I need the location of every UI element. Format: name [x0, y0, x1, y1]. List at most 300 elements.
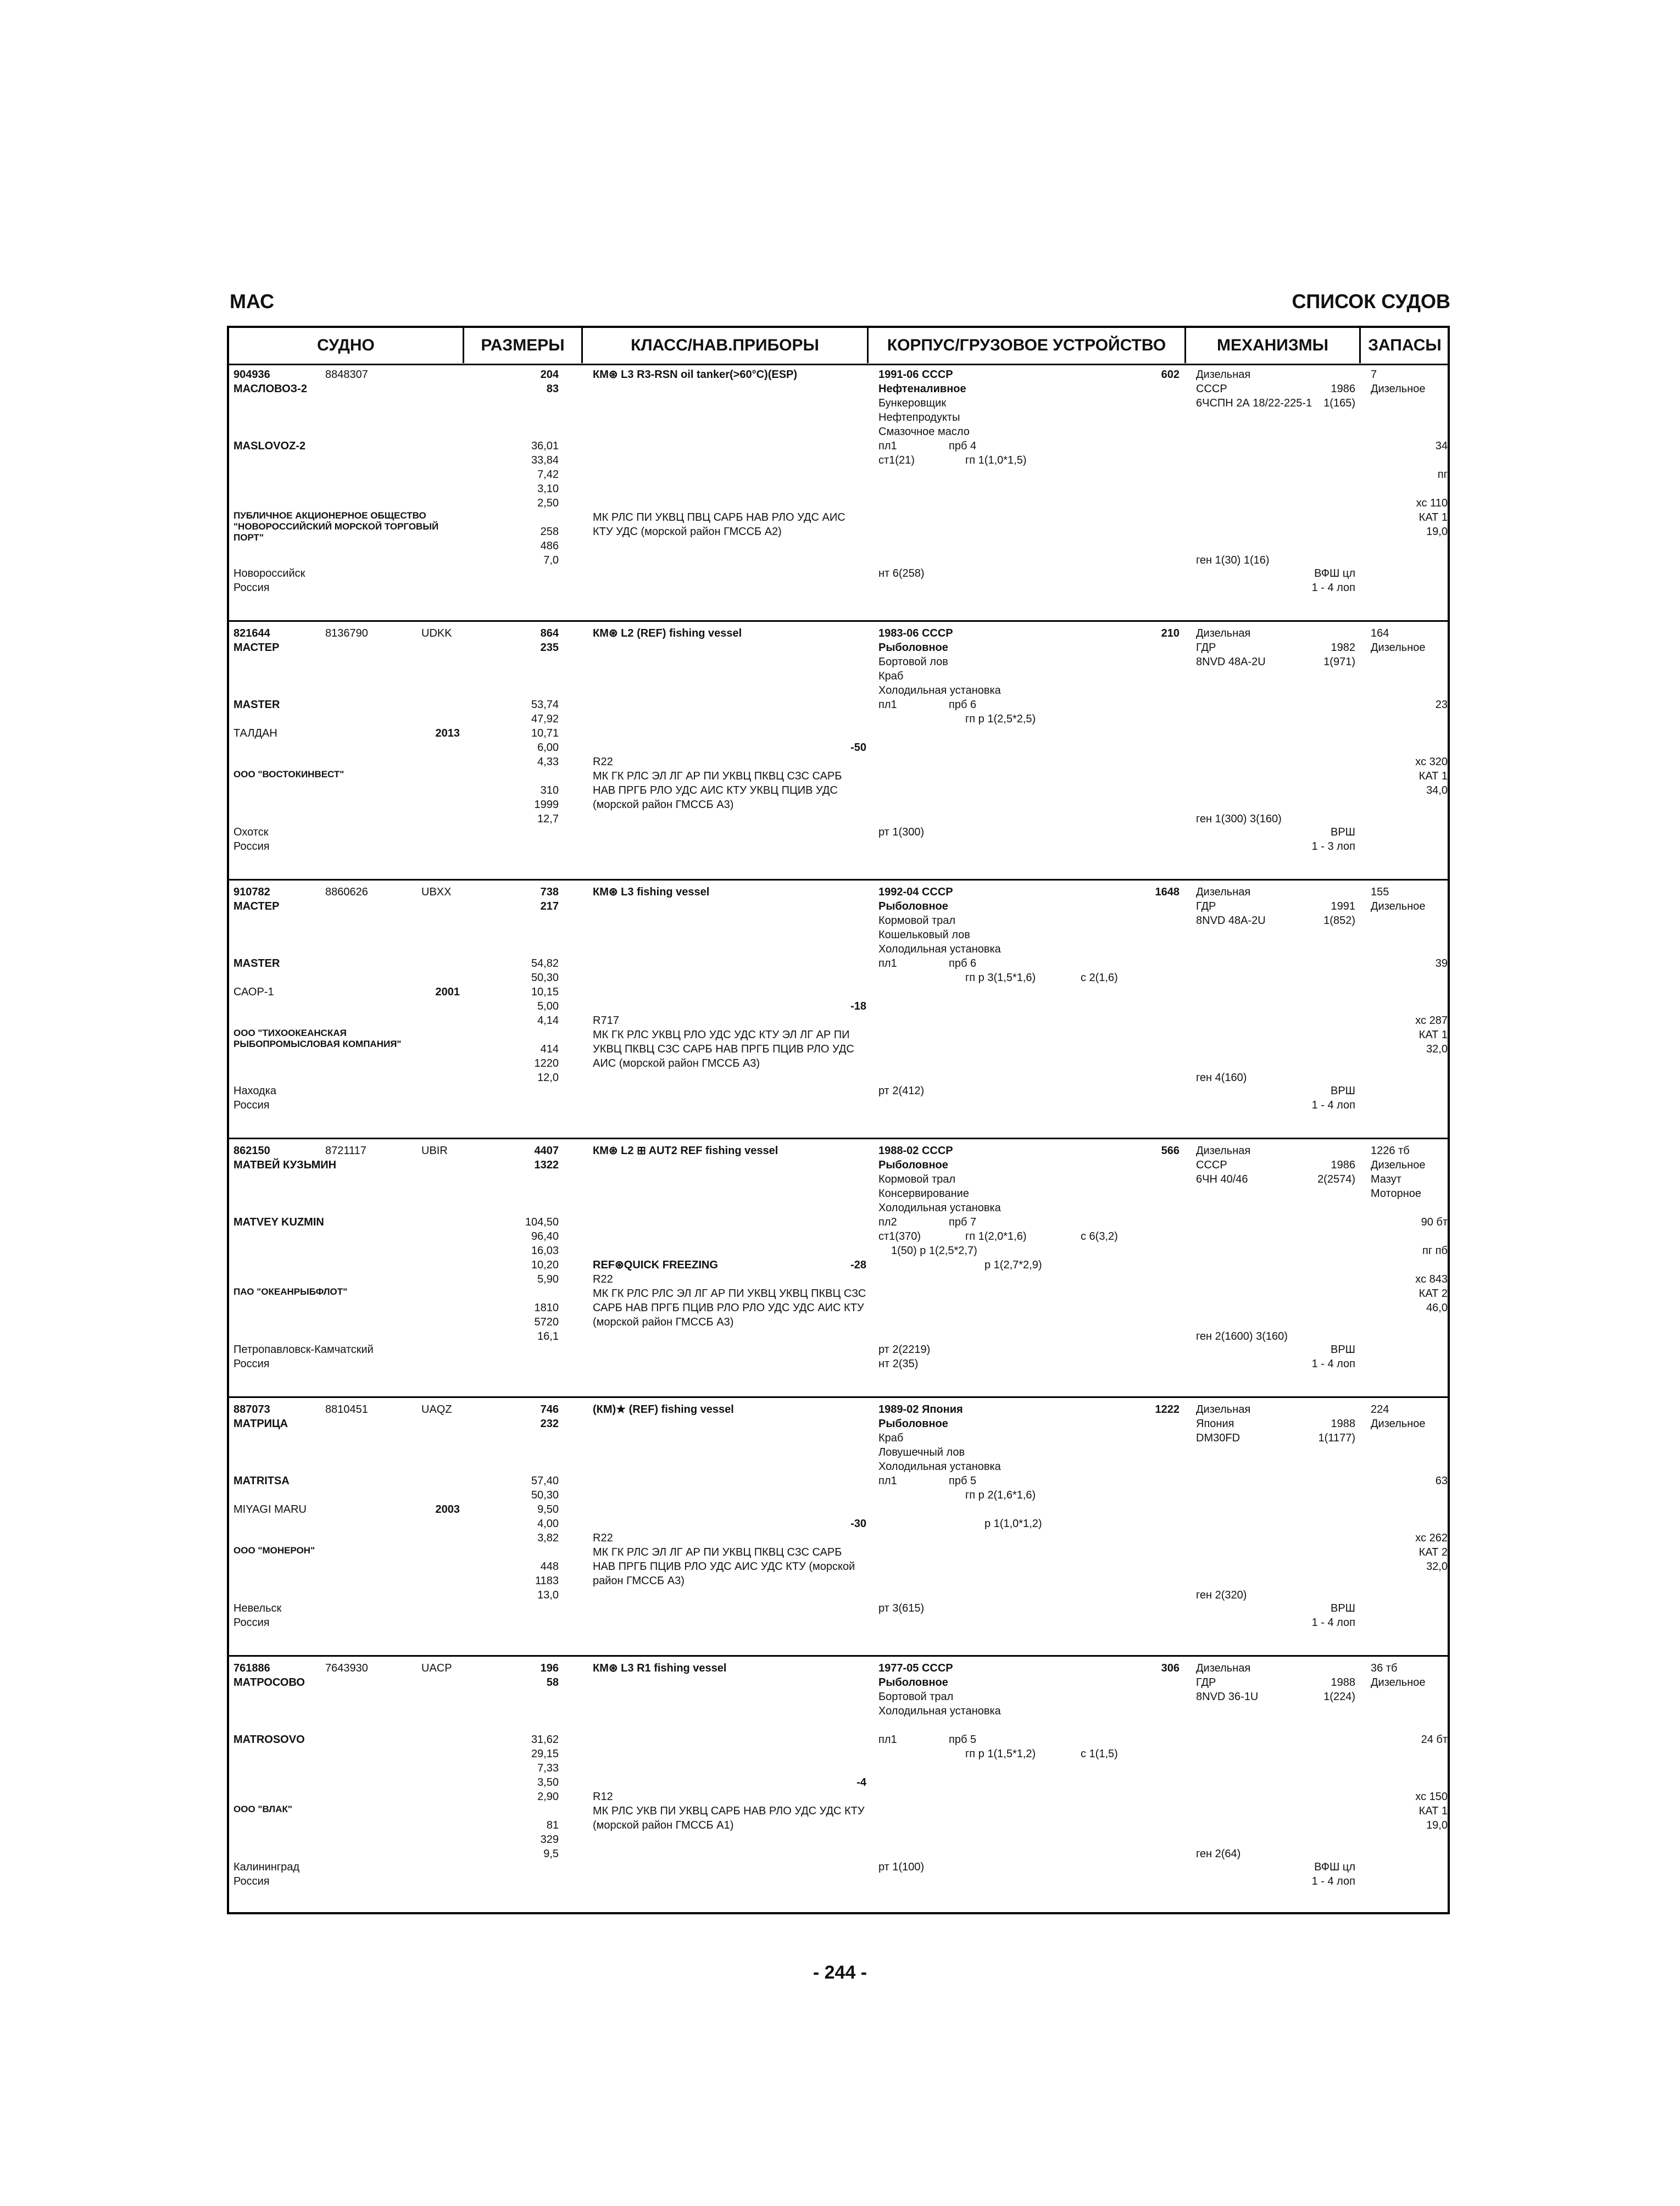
- field-hull-head: 1983-06 СССР: [878, 627, 953, 639]
- field-dims-w1: 258: [540, 526, 559, 538]
- field-dims-d1: 36,01: [531, 440, 559, 452]
- field-dims-nt: 235: [540, 642, 559, 654]
- field-hull-lines-0: Кормовой трал: [878, 915, 956, 927]
- field-stock2: Дизельное: [1371, 1159, 1426, 1171]
- field-eng-year: 1988: [1331, 1676, 1355, 1689]
- field-country: Россия: [233, 1099, 270, 1111]
- field-eng-type: Дизельная: [1196, 1145, 1251, 1157]
- field-country: Россия: [233, 1617, 270, 1629]
- field-sp: 46,0: [1426, 1302, 1448, 1314]
- field-eng-country: СССР: [1196, 383, 1227, 395]
- field-stock2: Дизельное: [1371, 642, 1426, 654]
- field-region: R12: [593, 1791, 613, 1803]
- field-call: UBIR: [421, 1145, 448, 1157]
- field-dims-d3: 10,15: [531, 986, 559, 998]
- col-dims: РАЗМЕРЫ: [464, 328, 583, 363]
- field-dims-d4: 3,10: [537, 483, 559, 495]
- field-stock1: 164: [1371, 627, 1389, 639]
- col-engines: МЕХАНИЗМЫ: [1186, 328, 1361, 363]
- field-stock1: 224: [1371, 1403, 1389, 1416]
- field-cls: КМ⊛ L2 (REF) fishing vessel: [593, 627, 742, 639]
- field-dims-d3: 7,42: [537, 469, 559, 481]
- field-eng-country: Япония: [1196, 1418, 1234, 1430]
- field-dims-w2: 486: [540, 540, 559, 552]
- field-stock2: Дизельное: [1371, 383, 1426, 395]
- field-hull-bot1: рт 1(100): [878, 1861, 925, 1873]
- col-hull: КОРПУС/ГРУЗОВОЕ УСТРОЙСТВО: [869, 328, 1186, 363]
- field-hull-lines-0: Бортовой лов: [878, 656, 948, 668]
- field-hull-lines-1: Кошельковый лов: [878, 929, 970, 941]
- field-reg: 904936: [233, 369, 270, 381]
- field-prop: ВРШ: [1330, 826, 1355, 838]
- field-dims-d3: 7,33: [537, 1762, 559, 1774]
- field-kat: КАТ 2: [1418, 1288, 1448, 1300]
- field-kat: КАТ 1: [1418, 1805, 1448, 1817]
- field-eng-type: Дизельная: [1196, 369, 1251, 381]
- field-eng-power: 1(852): [1323, 915, 1355, 927]
- field-reg: 887073: [233, 1403, 270, 1416]
- field-eng-type: Дизельная: [1196, 1403, 1251, 1416]
- field-hold-e: с 6(3,2): [1081, 1230, 1118, 1243]
- field-hold-f: 1(50) р 1(2,5*2,7): [891, 1245, 977, 1257]
- field-country: Россия: [233, 1358, 270, 1370]
- field-dims-w2: 329: [540, 1834, 559, 1846]
- field-stock5: пг: [1437, 469, 1448, 481]
- field-region: R22: [593, 1532, 613, 1544]
- field-cls: КМ⊛ L3 R1 fishing vessel: [593, 1662, 727, 1674]
- field-former: ТАЛДАН: [233, 727, 277, 739]
- field-dims-gt: 738: [540, 886, 559, 898]
- field-name-lat: MASTER: [233, 957, 280, 970]
- field-port: Невельск: [233, 1602, 282, 1614]
- field-hull-lines-2: Холодильная установка: [878, 943, 1001, 955]
- field-country: Россия: [233, 1875, 270, 1887]
- field-dims-w3: 12,7: [537, 813, 559, 825]
- field-dims-d2: 33,84: [531, 454, 559, 466]
- field-reg: 862150: [233, 1145, 270, 1157]
- field-stock4: 39: [1435, 957, 1448, 970]
- field-stock1: 36 тб: [1371, 1662, 1398, 1674]
- field-eng-model: 8NVD 48A-2U: [1196, 915, 1266, 927]
- field-hull-lines-1: Нефтепродукты: [878, 411, 960, 424]
- field-stock4: 24 бт: [1421, 1734, 1448, 1746]
- field-reg: 761886: [233, 1662, 270, 1674]
- field-dims-w3: 7,0: [543, 554, 559, 566]
- field-name-lat: MATVEY KUZMIN: [233, 1216, 324, 1228]
- field-hull-head: 1991-06 СССР: [878, 369, 953, 381]
- field-hull-lines-1: Холодильная установка: [878, 1705, 1001, 1717]
- page-number: - 244 -: [813, 1962, 867, 1983]
- field-dims-d2: 96,40: [531, 1230, 559, 1243]
- ship-record: [229, 622, 1448, 881]
- field-hull-bot2: нт 2(35): [878, 1358, 919, 1370]
- field-eng-power: 2(2574): [1317, 1173, 1355, 1185]
- field-stock4: 34: [1435, 440, 1448, 452]
- ship-table: [227, 326, 1450, 1914]
- field-nav-equipment: МК ГК РЛС УКВЦ РЛО УДС УДС КТУ ЭЛ ЛГ АР ПИ УКВЦ ПКВЦ СЗС САРБ НАВ ПРГБ ПЦИВ РЛО УДС АИС (морской район ГМССБ А3): [593, 1029, 854, 1069]
- field-nav-equipment: МК ГК РЛС ЭЛ ЛГ АР ПИ УКВЦ ПКВЦ СЗС САРБ НАВ ПРГБ РЛО УДС АИС КТУ УКВЦ ПЦИВ УДС (морской район ГМССБ А3): [593, 770, 842, 811]
- field-owner: ПУБЛИЧНОЕ АКЦИОНЕРНОЕ ОБЩЕСТВО "НОВОРОССИЙСКИЙ МОРСКОЙ ТОРГОВЫЙ ПОРТ": [233, 510, 439, 543]
- field-hull-bot1: рт 3(615): [878, 1602, 925, 1614]
- field-eng-power: 1(971): [1323, 656, 1355, 668]
- field-stock5: пг пб: [1422, 1245, 1448, 1257]
- field-former: САОР-1: [233, 986, 274, 998]
- field-hold-d: гп 1(2,0*1,6): [965, 1230, 1027, 1243]
- field-cls-extra: REF⊛QUICK FREEZING: [593, 1259, 718, 1271]
- field-dims-w2: 1999: [534, 799, 559, 811]
- field-prop: ВФШ цл: [1314, 567, 1355, 580]
- field-hull-head: 1992-04 СССР: [878, 886, 953, 898]
- field-owner: ООО "ВОСТОКИНВЕСТ": [233, 769, 344, 779]
- field-imo: 8848307: [325, 369, 368, 381]
- field-sp: 19,0: [1426, 1819, 1448, 1831]
- field-hull-lines-0: Бункеровщик: [878, 397, 947, 409]
- field-hull-type: Рыболовное: [878, 642, 948, 654]
- field-hold-d: гп 1(1,0*1,5): [965, 454, 1027, 466]
- field-dims-nt: 1322: [534, 1159, 559, 1171]
- field-dims-w2: 5720: [534, 1316, 559, 1328]
- field-dims-w3: 12,0: [537, 1072, 559, 1084]
- field-hold-g: р 1(2,7*2,9): [984, 1259, 1042, 1271]
- field-dims-d3: 16,03: [531, 1245, 559, 1257]
- field-dims-d3: 9,50: [537, 1503, 559, 1516]
- field-hull-type: Рыболовное: [878, 1676, 948, 1689]
- field-blades: 1 - 3 лоп: [1311, 840, 1355, 853]
- field-hold-b: прб 4: [949, 440, 977, 452]
- field-hull-bot1: рт 1(300): [878, 826, 925, 838]
- field-eng-year: 1988: [1331, 1418, 1355, 1430]
- field-hold-a: пл1: [878, 1475, 897, 1487]
- field-hold-a: пл1: [878, 699, 897, 711]
- field-dims-w2: 1220: [534, 1057, 559, 1069]
- field-blades: 1 - 4 лоп: [1311, 582, 1355, 594]
- field-xc: хс 262: [1415, 1532, 1448, 1544]
- field-sp: 19,0: [1426, 526, 1448, 538]
- field-dims-d5: 2,50: [537, 497, 559, 509]
- field-name: МАТРИЦА: [233, 1418, 288, 1430]
- field-xc: хс 843: [1415, 1273, 1448, 1285]
- field-name-lat: MATROSOVO: [233, 1734, 305, 1746]
- field-owner: ООО "ТИХООКЕАНСКАЯ РЫБОПРОМЫСЛОВАЯ КОМПАНИЯ": [233, 1028, 402, 1049]
- field-eng-model: 8NVD 36-1U: [1196, 1691, 1259, 1703]
- field-nav-equipment: МК РЛС ПИ УКВЦ ПВЦ САРБ НАВ РЛО УДС АИС КТУ УДС (морской район ГМССБ А2): [593, 511, 845, 538]
- field-dims-nt: 58: [546, 1676, 559, 1689]
- field-eng-type: Дизельная: [1196, 1662, 1251, 1674]
- field-hold-d: гп р 1(2,5*2,5): [965, 713, 1036, 725]
- field-blades: 1 - 4 лоп: [1311, 1099, 1355, 1111]
- field-hull-lines-2: Смазочное масло: [878, 426, 970, 438]
- field-eng-model: 6ЧН 40/46: [1196, 1173, 1248, 1185]
- field-dims-w3: 13,0: [537, 1589, 559, 1601]
- field-hull-lines-0: Бортовой трал: [878, 1691, 954, 1703]
- field-dims-d5: 3,82: [537, 1532, 559, 1544]
- field-hold-d: гп р 2(1,6*1,6): [965, 1489, 1036, 1501]
- field-dims-d2: 50,30: [531, 1489, 559, 1501]
- field-cls-extra-val: -30: [850, 1518, 866, 1530]
- field-former-year: 2003: [435, 1503, 460, 1516]
- field-dims-gt: 864: [540, 627, 559, 639]
- field-hold-b: прб 5: [949, 1475, 977, 1487]
- field-nav-equipment: МК ГК РЛС ЭЛ ЛГ АР ПИ УКВЦ ПКВЦ СЗС САРБ НАВ ПРГБ ПЦИВ РЛО УДС АИС УДС КТУ (морской район ГМССБ А3): [593, 1546, 855, 1587]
- header-left: МАС: [230, 290, 275, 313]
- field-former: MIYAGI MARU: [233, 1503, 307, 1516]
- ship-record: [229, 881, 1448, 1139]
- field-hold-a: пл1: [878, 1734, 897, 1746]
- field-prop: ВФШ цл: [1314, 1861, 1355, 1873]
- field-dims-d5: 4,14: [537, 1015, 559, 1027]
- field-eng-model: 8NVD 48A-2U: [1196, 656, 1266, 668]
- field-hold-e: с 1(1,5): [1081, 1748, 1118, 1760]
- field-cls: КМ⊛ L2 ⊞ AUT2 REF fishing vessel: [593, 1145, 778, 1157]
- field-hull-head: 1977-05 СССР: [878, 1662, 953, 1674]
- field-sp: 34,0: [1426, 784, 1448, 796]
- field-hold-e: с 2(1,6): [1081, 972, 1118, 984]
- field-cls-extra-val: -28: [850, 1259, 866, 1271]
- field-eng-country: СССР: [1196, 1159, 1227, 1171]
- field-dims-gt: 4407: [534, 1145, 559, 1157]
- field-hull-lines-2: Холодильная установка: [878, 1461, 1001, 1473]
- field-imo: 8860626: [325, 886, 368, 898]
- field-gen: ген 2(64): [1196, 1848, 1241, 1860]
- field-gen: ген 2(1600) 3(160): [1196, 1330, 1288, 1342]
- field-port: Новороссийск: [233, 567, 305, 580]
- field-hull-head: 1988-02 СССР: [878, 1145, 953, 1157]
- field-former-year: 2001: [435, 986, 460, 998]
- col-class: КЛАСС/НАВ.ПРИБОРЫ: [583, 328, 869, 363]
- field-kat: КАТ 2: [1418, 1546, 1448, 1558]
- field-eng-power: 1(224): [1323, 1691, 1355, 1703]
- column-header-row: [229, 328, 1448, 365]
- field-dims-d1: 104,50: [525, 1216, 559, 1228]
- field-hull-type: Рыболовное: [878, 900, 948, 912]
- field-cls-extra-val: -50: [850, 742, 866, 754]
- field-region: R22: [593, 756, 613, 768]
- field-hull-lines-2: Холодильная установка: [878, 684, 1001, 697]
- field-kat: КАТ 1: [1418, 770, 1448, 782]
- field-dims-nt: 232: [540, 1418, 559, 1430]
- field-dims-d5: 4,33: [537, 756, 559, 768]
- field-name: МАТВЕЙ КУЗЬМИН: [233, 1159, 337, 1171]
- field-blades: 1 - 4 лоп: [1311, 1617, 1355, 1629]
- field-region: R717: [593, 1015, 619, 1027]
- field-hold-a: пл1: [878, 440, 897, 452]
- field-dims-d4: 3,50: [537, 1776, 559, 1789]
- field-dims-w1: 81: [546, 1819, 559, 1831]
- field-dims-w1: 414: [540, 1043, 559, 1055]
- field-call: UACP: [421, 1662, 452, 1674]
- field-eng-year: 1986: [1331, 1159, 1355, 1171]
- field-stock4: 63: [1435, 1475, 1448, 1487]
- field-eng-model: 6ЧСПН 2А 18/22-225-1: [1196, 397, 1312, 409]
- field-stock3: Мазут: [1371, 1173, 1401, 1185]
- field-hold-b: прб 6: [949, 699, 977, 711]
- field-cls-extra-val: -4: [856, 1776, 866, 1789]
- field-eng-power: 1(1177): [1318, 1432, 1355, 1444]
- field-stock2: Дизельное: [1371, 1676, 1426, 1689]
- field-eng-type: Дизельная: [1196, 627, 1251, 639]
- field-hull-num: 210: [1161, 627, 1180, 639]
- field-owner: ООО "МОНЕРОН": [233, 1545, 315, 1556]
- header-right: СПИСОК СУДОВ: [1292, 290, 1450, 313]
- field-owner: ООО "ВЛАК": [233, 1804, 292, 1814]
- field-dims-w1: 310: [540, 784, 559, 796]
- field-xc: хс 150: [1415, 1791, 1448, 1803]
- field-hull-lines-1: Консервирование: [878, 1188, 969, 1200]
- field-hull-lines-0: Кормовой трал: [878, 1173, 956, 1185]
- ship-record: [229, 1139, 1448, 1398]
- field-hold-d: гп р 3(1,5*1,6): [965, 972, 1036, 984]
- field-eng-model: DM30FD: [1196, 1432, 1240, 1444]
- field-imo: 8721117: [325, 1145, 366, 1157]
- field-blades: 1 - 4 лоп: [1311, 1358, 1355, 1370]
- field-call: UAQZ: [421, 1403, 452, 1416]
- field-name-lat: MASTER: [233, 699, 280, 711]
- field-nav-equipment: МК РЛС УКВ ПИ УКВЦ САРБ НАВ РЛО УДС УДС КТУ (морской район ГМССБ А1): [593, 1805, 865, 1831]
- field-dims-d4: 10,20: [531, 1259, 559, 1271]
- field-cls: (КМ)★ (REF) fishing vessel: [593, 1403, 734, 1416]
- field-hull-num: 566: [1161, 1145, 1180, 1157]
- field-eng-year: 1986: [1331, 383, 1355, 395]
- field-dims-d4: 6,00: [537, 742, 559, 754]
- field-cls-extra-val: -18: [850, 1000, 866, 1012]
- field-stock1: 1226 тб: [1371, 1145, 1410, 1157]
- field-dims-gt: 746: [540, 1403, 559, 1416]
- field-hull-head: 1989-02 Япония: [878, 1403, 963, 1416]
- field-hold-a: пл2: [878, 1216, 897, 1228]
- field-imo: 7643930: [325, 1662, 368, 1674]
- field-prop: ВРШ: [1330, 1602, 1355, 1614]
- field-eng-type: Дизельная: [1196, 886, 1251, 898]
- field-dims-d3: 10,71: [531, 727, 559, 739]
- field-eng-year: 1982: [1331, 642, 1355, 654]
- field-hold-b: прб 5: [949, 1734, 977, 1746]
- field-port: Петропавловск-Камчатский: [233, 1344, 374, 1356]
- field-eng-year: 1991: [1331, 900, 1355, 912]
- field-port: Охотск: [233, 826, 269, 838]
- field-hull-num: 1222: [1155, 1403, 1180, 1416]
- field-hold-b: прб 6: [949, 957, 977, 970]
- field-dims-d5: 2,90: [537, 1791, 559, 1803]
- field-dims-w3: 9,5: [543, 1848, 559, 1860]
- field-stock2: Дизельное: [1371, 1418, 1426, 1430]
- field-dims-d2: 29,15: [531, 1748, 559, 1760]
- field-xc: хс 287: [1415, 1015, 1448, 1027]
- field-kat: КАТ 1: [1418, 1029, 1448, 1041]
- field-nav-equipment: МК ГК РЛС РЛС ЭЛ ЛГ АР ПИ УКВЦ УКВЦ ПКВЦ СЗС САРБ НАВ ПРГБ ПЦИВ РЛО РЛО УДС УДС АИС КТУ (морской район ГМССБ А3): [593, 1288, 866, 1328]
- field-stock1: 155: [1371, 886, 1389, 898]
- field-dims-d1: 57,40: [531, 1475, 559, 1487]
- col-ship: СУДНО: [229, 328, 464, 363]
- field-prop: ВРШ: [1330, 1344, 1355, 1356]
- field-country: Россия: [233, 840, 270, 853]
- field-stock2: Дизельное: [1371, 900, 1426, 912]
- field-stock4: 23: [1435, 699, 1448, 711]
- field-dims-d1: 31,62: [531, 1734, 559, 1746]
- field-region: R22: [593, 1273, 613, 1285]
- field-hull-bot1: нт 6(258): [878, 567, 925, 580]
- field-xc: хс 320: [1415, 756, 1448, 768]
- field-dims-d2: 50,30: [531, 972, 559, 984]
- field-dims-w3: 16,1: [537, 1330, 559, 1342]
- field-sp: 32,0: [1426, 1043, 1448, 1055]
- field-owner: ПАО "ОКЕАНРЫБФЛОТ": [233, 1286, 348, 1297]
- field-gen: ген 1(300) 3(160): [1196, 813, 1282, 825]
- ship-record: [229, 1398, 1448, 1657]
- ship-record: [229, 363, 1448, 622]
- field-name-lat: MATRITSA: [233, 1475, 290, 1487]
- field-reg: 821644: [233, 627, 270, 639]
- field-hold-c: ст1(370): [878, 1230, 921, 1243]
- field-hull-lines-1: Ловушечный лов: [878, 1446, 965, 1458]
- field-imo: 8136790: [325, 627, 368, 639]
- field-dims-d1: 53,74: [531, 699, 559, 711]
- field-dims-nt: 217: [540, 900, 559, 912]
- col-stocks: ЗАПАСЫ: [1368, 336, 1442, 354]
- field-reg: 910782: [233, 886, 270, 898]
- field-port: Находка: [233, 1085, 277, 1097]
- field-dims-w1: 448: [540, 1561, 559, 1573]
- field-name: МАТРОСОВО: [233, 1676, 305, 1689]
- field-name: МАСЛОВОЗ-2: [233, 383, 307, 395]
- field-dims-w1: 1810: [534, 1302, 559, 1314]
- field-name: МАСТЕР: [233, 642, 280, 654]
- field-cls: КМ⊛ L3 R3-RSN oil tanker(>60°C)(ESP): [593, 369, 798, 381]
- field-gen: ген 4(160): [1196, 1072, 1247, 1084]
- field-hull-lines-1: Краб: [878, 670, 904, 682]
- field-xc: хс 110: [1416, 497, 1448, 509]
- field-blades: 1 - 4 лоп: [1311, 1875, 1355, 1887]
- field-hull-lines-0: Краб: [878, 1432, 904, 1444]
- field-hold-c: ст1(21): [878, 454, 915, 466]
- field-dims-gt: 204: [540, 369, 559, 381]
- field-dims-gt: 196: [540, 1662, 559, 1674]
- field-hull-type: Нефтеналивное: [878, 383, 966, 395]
- field-hull-num: 1648: [1155, 886, 1180, 898]
- field-stock4: 90 бт: [1421, 1216, 1448, 1228]
- field-cls: КМ⊛ L3 fishing vessel: [593, 886, 710, 898]
- field-dims-nt: 83: [546, 383, 559, 395]
- field-hold-g: р 1(1,0*1,2): [984, 1518, 1042, 1530]
- field-hull-type: Рыболовное: [878, 1418, 948, 1430]
- field-call: UBXX: [421, 886, 452, 898]
- field-stock1: 7: [1371, 369, 1377, 381]
- field-name-lat: MASLOVOZ-2: [233, 440, 306, 452]
- field-dims-d2: 47,92: [531, 713, 559, 725]
- field-hold-a: пл1: [878, 957, 897, 970]
- field-dims-d5: 5,90: [537, 1273, 559, 1285]
- field-prop: ВРШ: [1330, 1085, 1355, 1097]
- field-former-year: 2013: [435, 727, 460, 739]
- field-hull-num: 602: [1161, 369, 1180, 381]
- field-eng-power: 1(165): [1323, 397, 1355, 409]
- field-eng-country: ГДР: [1196, 900, 1216, 912]
- field-imo: 8810451: [325, 1403, 368, 1416]
- field-hull-type: Рыболовное: [878, 1159, 948, 1171]
- field-name: МАСТЕР: [233, 900, 280, 912]
- field-eng-country: ГДР: [1196, 642, 1216, 654]
- field-port: Калининград: [233, 1861, 300, 1873]
- field-hull-lines-2: Холодильная установка: [878, 1202, 1001, 1214]
- field-gen: ген 2(320): [1196, 1589, 1247, 1601]
- field-eng-country: ГДР: [1196, 1676, 1216, 1689]
- field-hull-num: 306: [1161, 1662, 1180, 1674]
- field-stock3b: Моторное: [1371, 1188, 1422, 1200]
- field-dims-d4: 5,00: [537, 1000, 559, 1012]
- field-dims-d1: 54,82: [531, 957, 559, 970]
- field-kat: КАТ 1: [1418, 511, 1448, 523]
- field-dims-w2: 1183: [535, 1575, 559, 1587]
- field-gen: ген 1(30) 1(16): [1196, 554, 1270, 566]
